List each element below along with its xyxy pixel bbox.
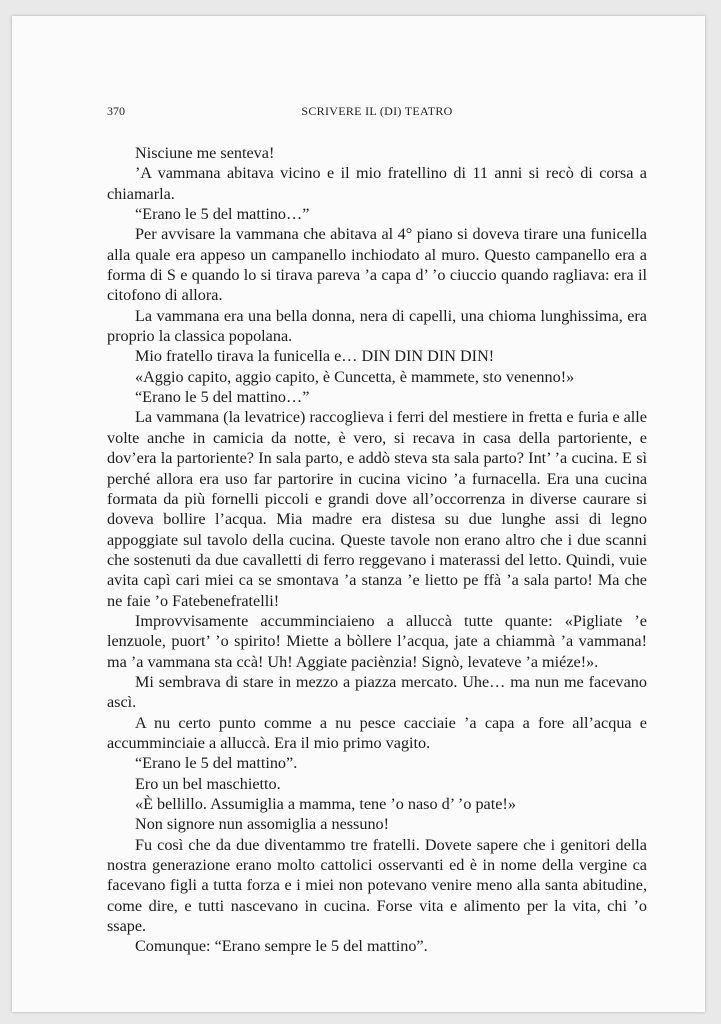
paragraph: Ero un bel maschietto.	[135, 774, 281, 793]
paragraph: Comunque: “Erano sempre le 5 del mattino”.	[135, 937, 428, 956]
paragraph: «È bellillo. Assumiglia a mamma, tene ’o naso d’ ’o pate!»	[135, 795, 516, 813]
paragraph: Mio fratello tirava la funicella e… DIN DIN DIN DIN!	[135, 347, 495, 366]
paragraph: Mi sembrava di stare in mezzo a piazza mercato. Uhe… ma nun me facevano ascì.	[107, 672, 647, 712]
paragraph: “Erano le 5 del mattino…”	[135, 205, 310, 224]
running-head	[107, 104, 647, 120]
body-text	[107, 143, 647, 957]
paragraph: Nisciune me senteva!	[135, 144, 275, 162]
paragraph: Improvvisamente accumminciaieno a alluccà tutte quante: «Pigliate ’e lenzuole, puort’ ’o spirito! Miette a bòllere l’acqua, jate a chiammà ’a vammana! ma ’a vammana sta ccà! Uh! Aggiate paciènzia! Signò, levateve ’a miéze!».	[107, 611, 647, 671]
paragraph: A nu certo punto comme a nu pesce cacciaie ’a capa a fore all’acqua e accumminciaie a alluccà. Era il mio primo vagito.	[107, 713, 647, 752]
book-page	[12, 16, 705, 1012]
running-title: SCRIVERE IL (DI) TEATRO	[301, 104, 453, 118]
paragraph: La vammana (la levatrice) raccoglieva i ferri del mestiere in fretta e furia e alle volte anche in camicia da notte, è vero, si recava in casa della partoriente, e dov’era la partoriente? In sala parto, e addò steva sta sala parto? Int’ ’a cucina. E sì perché allora era uso far partorire in cucina vicino ’a furnacella. Era una cucina formata da più fornelli piccoli e grandi dove all’occorrenza in diverse caurare si doveva bollire l’acqua. Mia madre era distesa su due lunghe assi di legno appoggiate sul tavolo della cucina. Queste tavole non erano altro che i due scanni che sostenuti da due cavalletti di ferro reggevano i materassi del letto. Quindi, vuie avita capì cari miei ca se smontava ’a stanza ’e lietto pe ffà ’a sala parto! Ma che ne faie ’o Fatebenefratelli!	[107, 408, 647, 610]
paragraph: Non signore nun assomiglia a nessuno!	[135, 815, 390, 834]
paragraph: La vammana era una bella donna, nera di capelli, una chioma lunghissima, era proprio la classica popolana.	[107, 306, 647, 346]
page-number: 370	[107, 104, 125, 118]
paragraph: ’A vammana abitava vicino e il mio fratellino di 11 anni si recò di corsa a chiamarla.	[107, 164, 647, 203]
paragraph: Fu così che da due diventammo tre fratelli. Dovete sapere che i genitori della nostra generazione erano molto cattolici osservanti ed è in nome della vergine ca facevano figli a tutta forza e i miei non potevano venire meno alla santa abitudine, come dire, e tutti nascevano in cucina. Forse vita e alimento per la vita, chi ’o ssape.	[107, 835, 647, 936]
paragraph: “Erano le 5 del mattino”.	[135, 754, 298, 773]
paragraph: «Aggio capito, aggio capito, è Cuncetta, è mammete, sto venenno!»	[135, 367, 575, 386]
paragraph: “Erano le 5 del mattino…”	[135, 388, 310, 407]
paragraph: Per avvisare la vammana che abitava al 4° piano si doveva tirare una funicella alla quale era appeso un campanello inchiodato al muro. Questo campanello era a forma di S e quando lo si tirava pareva ’a capa d’ ’o ciuccio quando ragliava: era il citofono di allora.	[107, 225, 647, 305]
